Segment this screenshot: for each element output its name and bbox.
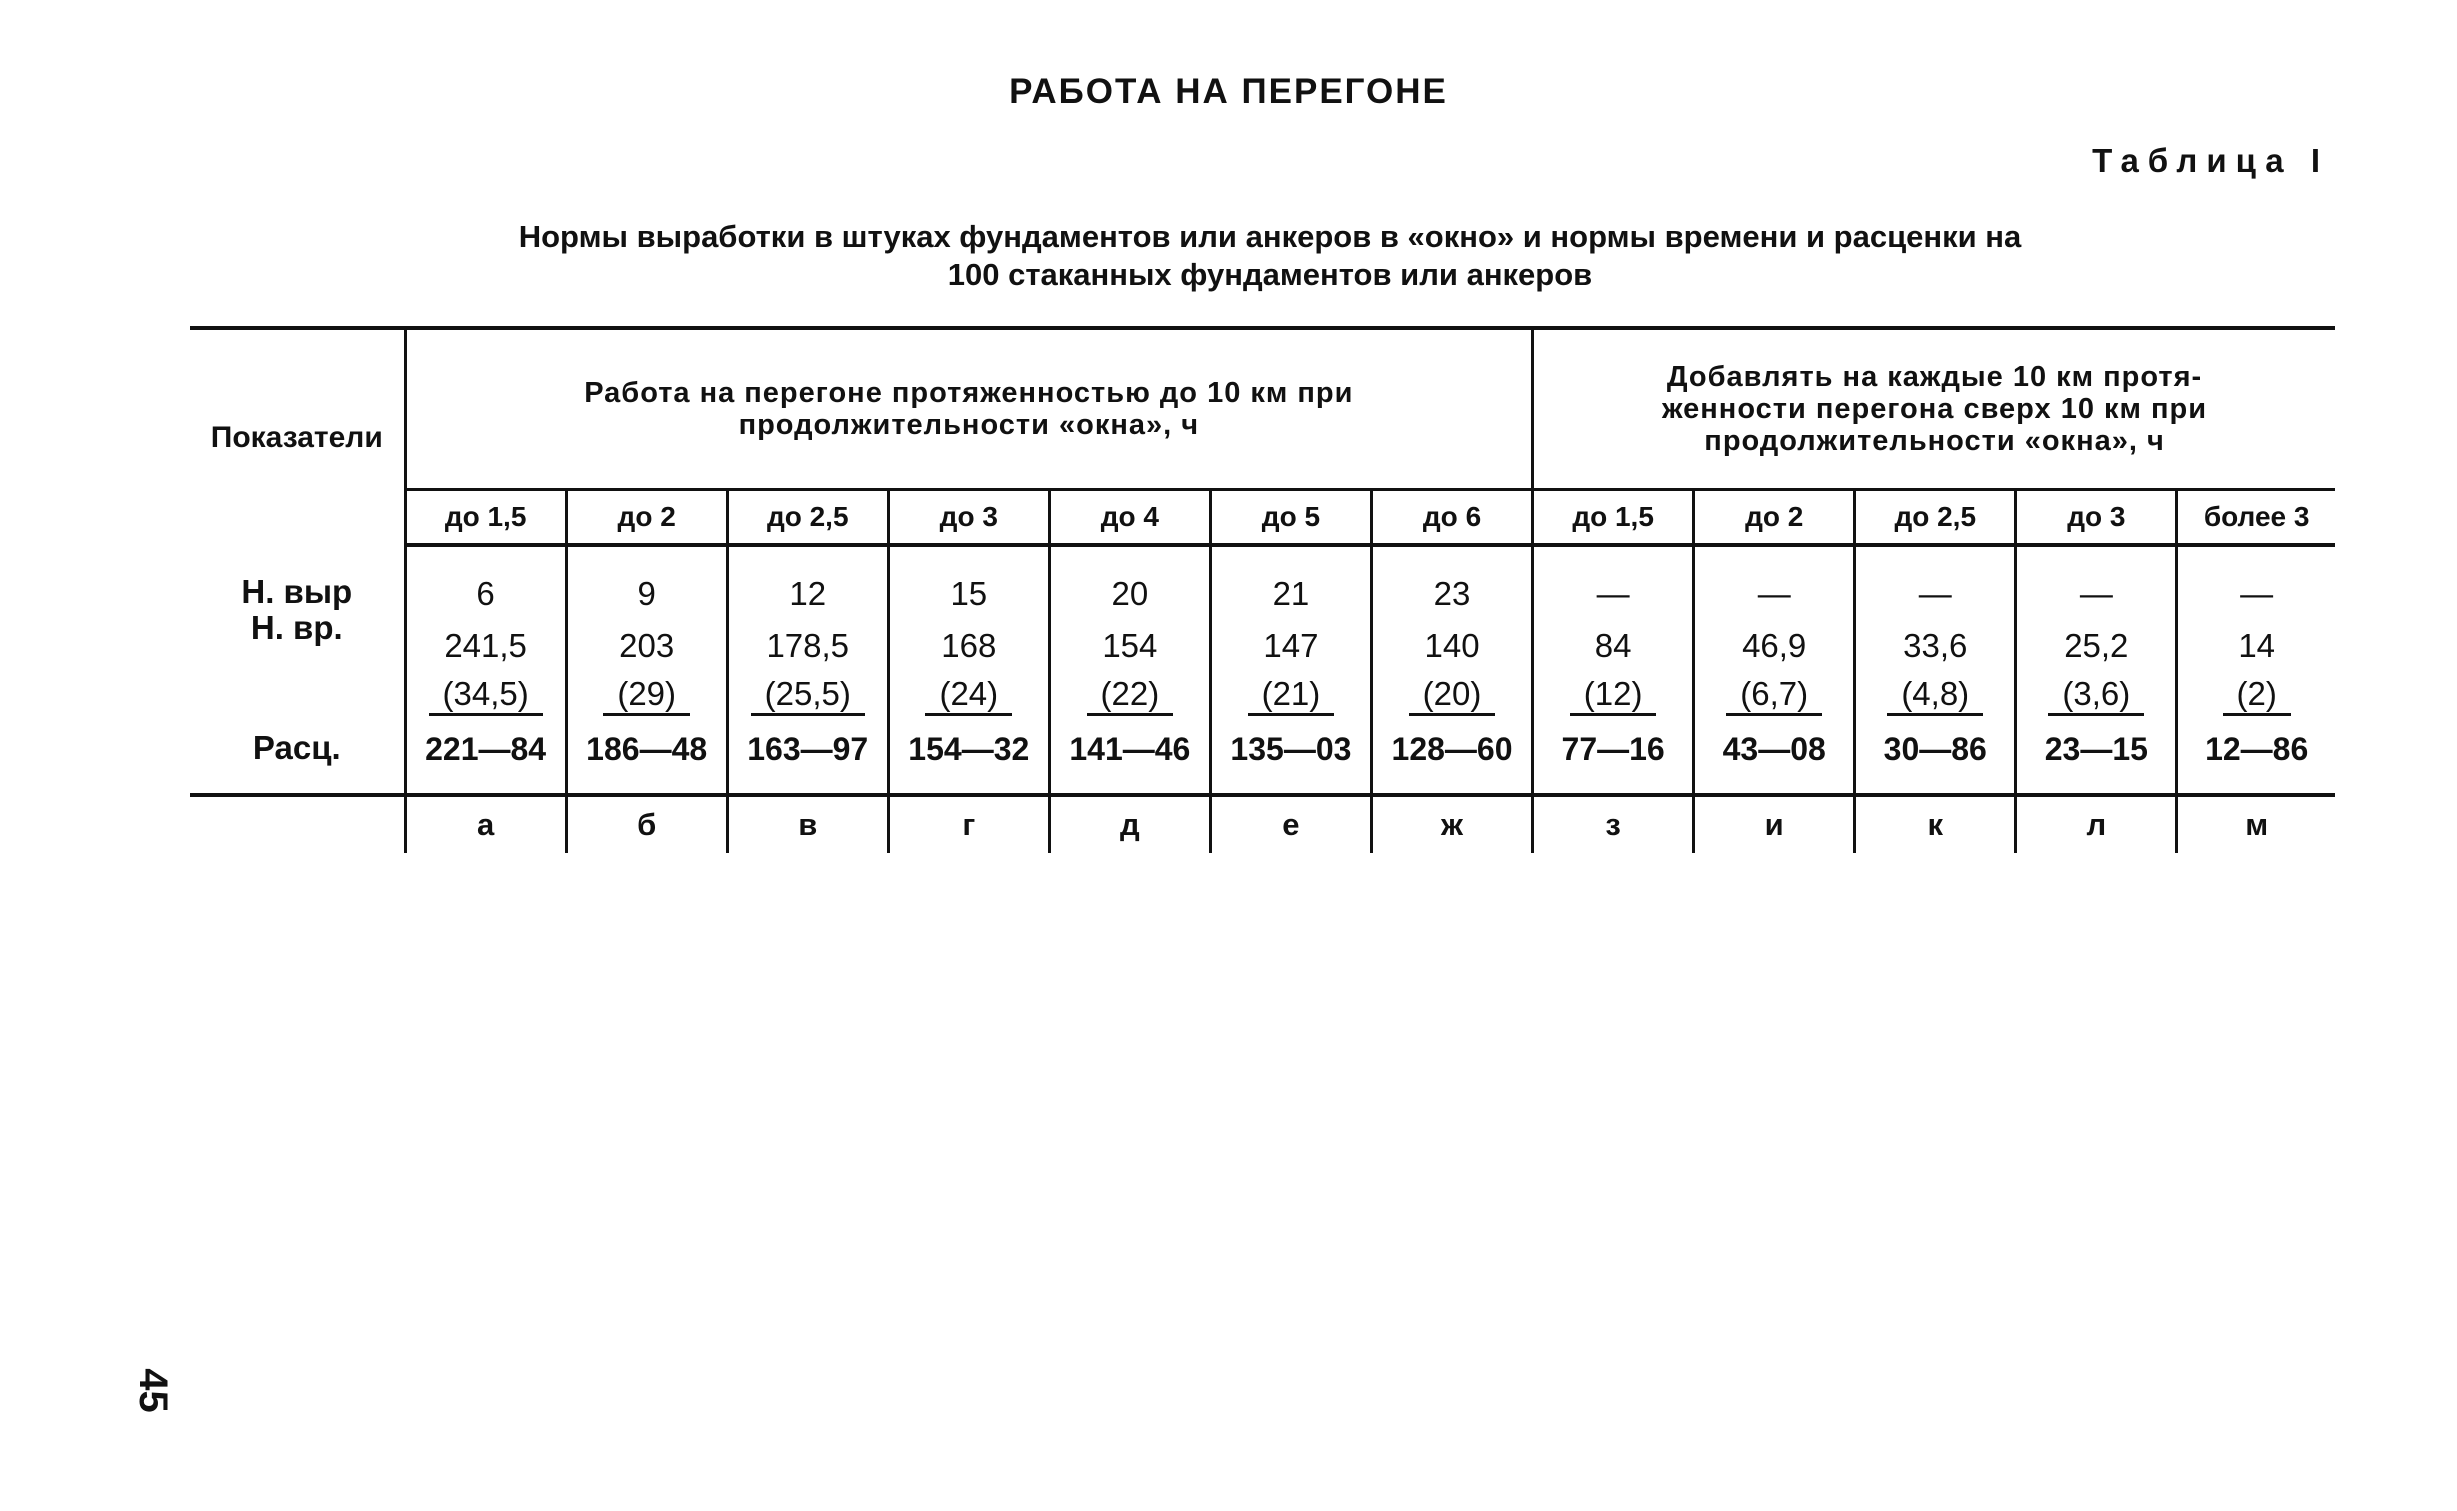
caption-line-2: 100 стаканных фундаментов или анкеров (947, 257, 1593, 292)
output-value: 21 (1272, 575, 1310, 612)
rate-fraction-wrap (1373, 675, 1531, 716)
table-caption (420, 218, 2120, 294)
value-cell (1533, 545, 1694, 795)
rate-fraction-wrap (1695, 675, 1853, 716)
column-letters-row (190, 795, 2335, 853)
duration-header: до 4 (1049, 490, 1210, 546)
column-letter: м (2245, 807, 2269, 842)
rate-fraction-wrap (729, 675, 887, 716)
value-cell-box (2178, 547, 2335, 793)
column-letter: в (727, 795, 888, 853)
letters-label-cell (190, 795, 405, 853)
rate-fraction-value: (2) (2223, 675, 2291, 716)
time-value: 154 (1102, 627, 1158, 664)
group-header-extra-line-1: Добавлять на каждые 10 км протя- (1666, 361, 2203, 393)
column-letter: з (1533, 795, 1694, 853)
rate-fraction-wrap (2017, 675, 2175, 716)
column-letter: б (566, 795, 727, 853)
column-letter: к (1855, 795, 2016, 853)
column-letter: и (1694, 795, 1855, 853)
value-cell (1210, 545, 1371, 795)
rate-fraction-value: (4,8) (1887, 675, 1983, 716)
column-letter: а (405, 795, 566, 853)
value-cell-box (568, 547, 726, 793)
output-value: — (1757, 575, 1791, 612)
group-header-extra-line-3: продолжительности «окна», ч (1704, 425, 2165, 457)
duration-header: до 1,5 (405, 490, 566, 546)
rate-price-value: 23—15 (2044, 731, 2148, 767)
output-value: 20 (1111, 575, 1149, 612)
rate-fraction-wrap (1051, 675, 1209, 716)
rate-fraction-wrap (407, 675, 565, 716)
duration-header: до 2 (566, 490, 727, 546)
time-value: 33,6 (1903, 627, 1968, 664)
rate-fraction-wrap (1856, 675, 2014, 716)
output-value: 15 (950, 575, 988, 612)
value-cell (405, 545, 566, 795)
column-letter: е (1210, 795, 1371, 853)
output-value: 23 (1433, 575, 1471, 612)
output-value: — (2079, 575, 2113, 612)
output-value: 6 (476, 575, 495, 612)
rate-price-value: 30—86 (1883, 731, 1987, 767)
rate-fraction-value: (20) (1409, 675, 1496, 716)
caption-line-1: Нормы выработки в штуках фундаментов или анкеров в «окно» и нормы времени и расценки на (518, 219, 2022, 254)
value-cell-box (890, 547, 1048, 793)
norms-table (190, 326, 2335, 853)
value-cell (1371, 545, 1532, 795)
output-value: 9 (637, 575, 656, 612)
rate-fraction-value: (3,6) (2048, 675, 2144, 716)
value-cell (2016, 545, 2177, 795)
value-cell (1855, 545, 2016, 795)
value-cell (1049, 545, 1210, 795)
rate-fraction-value: (29) (603, 675, 690, 716)
value-cell (888, 545, 1049, 795)
rate-fraction-wrap (568, 675, 726, 716)
time-value: 14 (2238, 627, 2276, 664)
value-cell-box (1856, 547, 2014, 793)
column-letter: ж (1371, 795, 1532, 853)
rate-fraction-value: (12) (1570, 675, 1657, 716)
value-cell (1694, 545, 1855, 795)
label-time: Н. вр. (250, 609, 343, 646)
time-value: 178,5 (766, 627, 850, 664)
duration-header: до 3 (888, 490, 1049, 546)
column-letter: г (888, 795, 1049, 853)
time-value: 203 (619, 627, 675, 664)
rate-price-value: 12—86 (2205, 731, 2309, 767)
time-value: 241,5 (444, 627, 527, 664)
group-header-extra (1533, 328, 2335, 490)
value-cell-box (1534, 547, 1692, 793)
value-cell (727, 545, 888, 795)
time-value: 168 (941, 627, 997, 664)
rate-fraction-wrap (2178, 675, 2335, 716)
output-value: — (1596, 575, 1630, 612)
time-value: 46,9 (1742, 627, 1807, 664)
rate-price-value: 163—97 (747, 731, 869, 767)
group-header-extra-line-2: женности перегона сверх 10 км при (1661, 393, 2208, 425)
header-row-groups (190, 328, 2335, 490)
rate-fraction-wrap (1534, 675, 1692, 716)
group-header-main-line-1: Работа на перегоне протяженностью до 10 км при (584, 377, 1354, 409)
column-letter: л (2016, 795, 2177, 853)
section-title: РАБОТА НА ПЕРЕГОНЕ (1009, 72, 1448, 111)
row-labels-cell (190, 545, 405, 795)
duration-header: до 2 (1694, 490, 1855, 546)
column-letter: д (1049, 795, 1210, 853)
group-header-main-line-2: продолжительности «окна», ч (738, 409, 1200, 441)
duration-header: до 2,5 (1855, 490, 2016, 546)
duration-header: до 2,5 (727, 490, 888, 546)
value-cell-box (2017, 547, 2175, 793)
duration-header: более 3 (2177, 490, 2335, 546)
rate-price-value: 221—84 (425, 731, 547, 767)
table-number: Таблица I (2092, 142, 2329, 179)
indicator-header: Показатели (190, 328, 405, 545)
duration-header: до 6 (1371, 490, 1532, 546)
rate-price-value: 135—03 (1230, 731, 1352, 767)
rate-fraction-value: (21) (1248, 675, 1335, 716)
rate-fraction-value: (24) (925, 675, 1012, 716)
rate-fraction-wrap (1212, 675, 1370, 716)
duration-header: до 5 (1210, 490, 1371, 546)
output-value: 12 (789, 575, 827, 612)
rate-price-value: 43—08 (1722, 731, 1826, 767)
time-value: 140 (1424, 627, 1480, 664)
value-cell-box (1695, 547, 1853, 793)
rate-price-value: 186—48 (586, 731, 708, 767)
value-cell-box (729, 547, 887, 793)
value-cell-box (1373, 547, 1531, 793)
value-cell-box (1051, 547, 1209, 793)
data-row (190, 545, 2335, 795)
duration-header: до 3 (2016, 490, 2177, 546)
page-number: 45 (130, 1368, 175, 1413)
value-cell (566, 545, 727, 795)
header-row-durations (190, 490, 2335, 546)
rate-fraction-value: (25,5) (751, 675, 865, 716)
time-value: 84 (1594, 627, 1632, 664)
rate-price-value: 77—16 (1561, 731, 1665, 767)
value-cell (2177, 545, 2335, 795)
label-output: Н. выр (241, 573, 353, 610)
label-rate: Расц. (252, 729, 341, 766)
group-header-main (405, 328, 1533, 490)
duration-header: до 1,5 (1533, 490, 1694, 546)
rate-fraction-wrap (890, 675, 1048, 716)
rate-fraction-value: (34,5) (429, 675, 543, 716)
value-cell-box (1212, 547, 1370, 793)
rate-fraction-value: (6,7) (1726, 675, 1822, 716)
rate-fraction-value: (22) (1087, 675, 1174, 716)
value-cell-box (407, 547, 565, 793)
output-value: — (1918, 575, 1952, 612)
output-value: — (2240, 575, 2274, 612)
time-value: 25,2 (2064, 627, 2129, 664)
time-value: 147 (1263, 627, 1319, 664)
rate-price-value: 141—46 (1069, 731, 1191, 767)
rate-price-value: 154—32 (908, 731, 1030, 767)
rate-price-value: 128—60 (1391, 731, 1513, 767)
